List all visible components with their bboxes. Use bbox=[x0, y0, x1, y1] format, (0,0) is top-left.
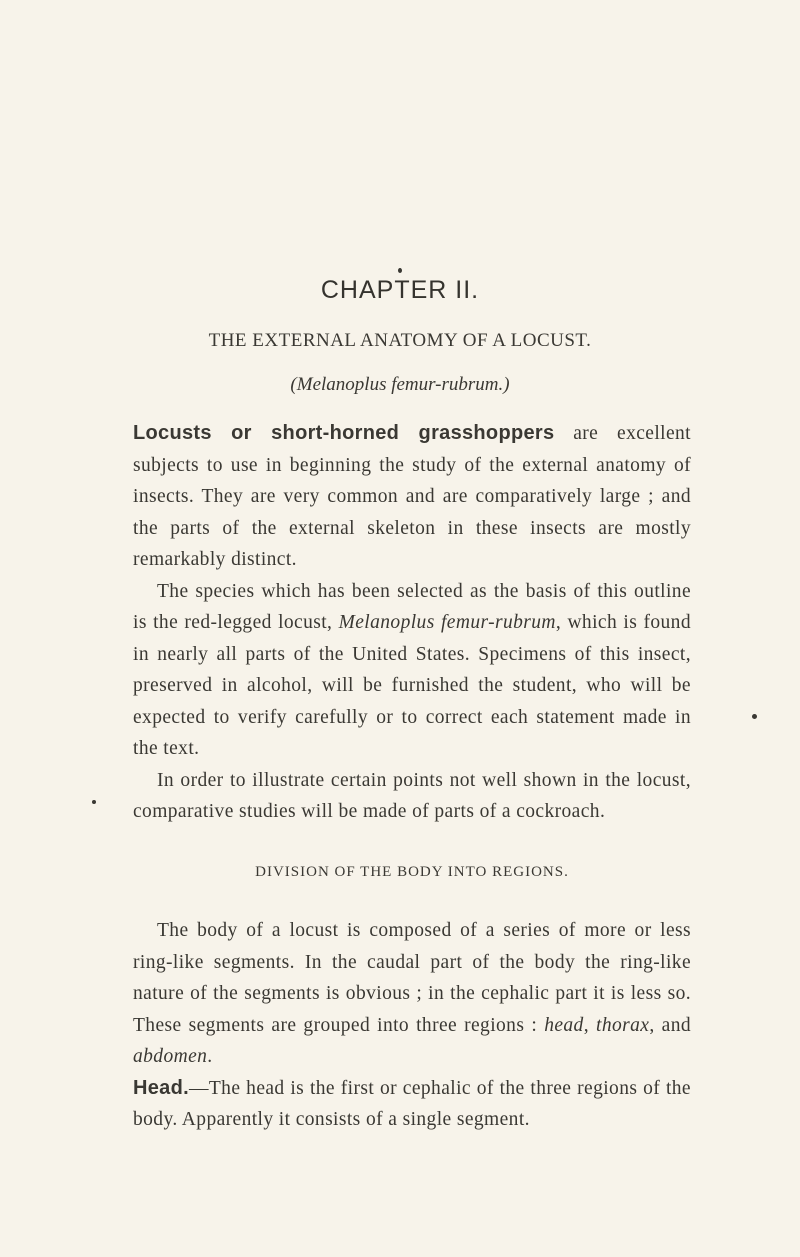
paragraph-text: , which is found in nearly all parts of the United States. Specimens of this insect, preserved in alcohol, will be furnished the student, who will be expected to verify carefully or to correct each statement made in the text. bbox=[133, 612, 691, 759]
paragraph-head bbox=[133, 1073, 691, 1136]
paragraph-lead: Head. bbox=[133, 1076, 189, 1099]
species-name: Melanoplus femur-rubrum bbox=[338, 612, 556, 633]
paragraph-text: —The head is the first or cephalic of the three regions of the body. Apparently it consists of a single segment. bbox=[133, 1077, 691, 1130]
paragraph-text: The body of a locust is composed of a series of more or less ring-like segments. In the caudal part of the body the ring-like nature of the segments is obvious ; in the cephalic part it is less so. These segments are grouped into three regions : bbox=[133, 920, 691, 1036]
paragraph-regions bbox=[133, 915, 691, 1073]
term-thorax: thorax bbox=[596, 1014, 650, 1036]
paragraph-text: are excellent subjects to use in beginning the study of the external anatomy of insects. They are very common and are comparatively large ; and the parts of the external skeleton in these insects are mostly remarkably distinct. bbox=[133, 423, 691, 570]
punctuation: , bbox=[583, 1014, 597, 1036]
punctuation: . bbox=[207, 1046, 213, 1067]
term-head: head bbox=[544, 1014, 584, 1036]
paragraph-lead: Locusts or short-horned grasshoppers bbox=[133, 422, 555, 444]
term-abdomen: abdomen bbox=[133, 1046, 208, 1067]
section-heading: DIVISION OF THE BODY INTO REGIONS. bbox=[255, 863, 569, 880]
ink-speck bbox=[752, 714, 757, 719]
paragraph-intro bbox=[133, 418, 691, 576]
ink-speck bbox=[398, 268, 402, 273]
paragraph-cockroach: In order to illustrate certain points not well shown in the locust, comparative studies will be made of parts of a cockroach. bbox=[133, 769, 691, 822]
chapter-subtitle: (Melanoplus femur-rubrum.) bbox=[290, 374, 510, 395]
chapter-heading: CHAPTER II. bbox=[320, 276, 480, 304]
chapter-title: THE EXTERNAL ANATOMY OF A LOCUST. bbox=[208, 330, 592, 351]
body-text bbox=[133, 418, 691, 1136]
paragraph-text: The species which has been selected as the basis of this outline is the red-legged locust, bbox=[133, 580, 691, 633]
paragraph-species bbox=[133, 576, 691, 765]
ink-speck bbox=[92, 800, 96, 804]
punctuation: , and bbox=[649, 1014, 692, 1036]
